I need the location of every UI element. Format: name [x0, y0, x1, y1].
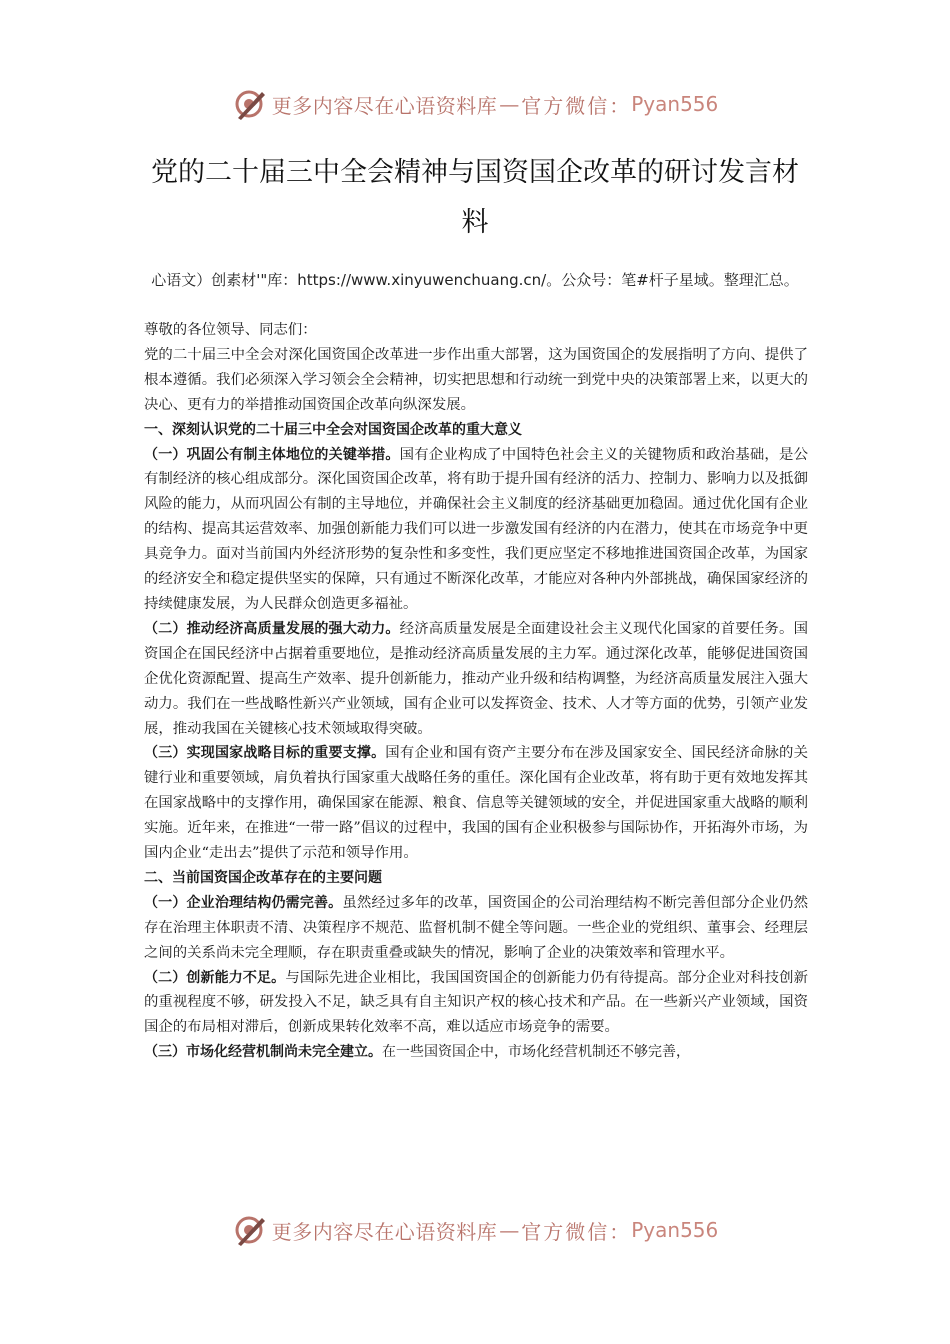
paragraph	[144, 443, 808, 617]
page-title: 党的二十届三中全会精神与国资国企改革的研讨发言材料	[151, 157, 799, 238]
source-note: 心语文）创素材'"库：https://www.xinyuwenchuang.cn/。公众号：笔#杆子星域。整理汇总。	[151, 271, 799, 289]
section-heading: 一、深刻认识党的二十届三中全会对国资国企改革的重大意义	[144, 421, 522, 438]
paragraph-text: 与国际先进企业相比，我国国资国企的创新能力仍有待提高。部分企业对科技创新的重视程度不够，研发投入不足，缺乏具有自主知识产权的核心技术和产品。在一些新兴产业领域，国资国企的布局相对滞后，创新成果转化效率不高，难以适应市场竞争的需要。	[144, 969, 808, 1036]
document-body	[144, 318, 808, 1065]
intro-paragraph: 党的二十届三中全会对深化国资国企改革进一步作出重大部署，这为国资国企的发展指明了方向、提供了根本遵循。我们必须深入学习领会全会精神，切实把思想和行动统一到党中央的决策部署上来，以更大的决心、更有力的举措推动国资国企改革向纵深发展。	[144, 346, 808, 413]
paragraph-text: 经济高质量发展是全面建设社会主义现代化国家的首要任务。国资国企在国民经济中占据着重要地位，是推动经济高质量发展的主力军。通过深化改革，能够促进国资国企优化资源配置、提高生产效率、提升创新能力，推动产业升级和结构调整，为经济高质量发展注入强大动力。我们在一些战略性新兴产业领域，国有企业可以发挥资金、技术、人才等方面的优势，引领产业发展，推动我国在关键核心技术领域取得突破。	[144, 620, 808, 737]
banner-wechat-label: 官方微信：	[521, 93, 632, 118]
greeting: 尊敬的各位领导、同志们：	[144, 322, 317, 338]
paragraph-lead: （三）市场化经营机制尚未完全建立。	[144, 1044, 382, 1061]
paragraph-text: 虽然经过多年的改革，国资国企的公司治理结构不断完善但部分企业仍然存在治理主体职责不清、决策程序不规范、监督机制不健全等问题。一些企业的党组织、董事会、经理层之间的关系尚未完全理顺，存在职责重叠或缺失的情况，影响了企业的决策效率和管理水平。	[144, 894, 808, 961]
paragraph	[144, 1040, 808, 1065]
paragraph	[144, 966, 808, 1041]
pen-logo-icon	[232, 86, 268, 122]
section-heading: 二、当前国资国企改革存在的主要问题	[144, 869, 382, 886]
paragraph-text: 在一些国资国企中，市场化经营机制还不够完善，	[382, 1044, 690, 1061]
paragraph-lead: （一）巩固公有制主体地位的关键举措。	[144, 446, 400, 463]
header-banner	[0, 84, 950, 124]
banner-wechat-id: Pyan556	[631, 1218, 719, 1242]
banner-text: 更多内容尽在心语资料库	[271, 93, 498, 118]
banner-separator: —	[499, 1218, 520, 1242]
banner-separator: —	[499, 92, 520, 116]
paragraph-lead: （二）推动经济高质量发展的强大动力。	[144, 620, 400, 637]
paragraph-text: 国有企业和国有资产主要分布在涉及国家安全、国民经济命脉的关键行业和重要领域，肩负着执行国家重大战略任务的重任。深化国有企业改革，将有助于更有效地发挥其在国家战略中的支撑作用，确保国家在能源、粮食、信息等关键领域的安全，并促进国家重大战略的顺利实施。近年来，在推进“一带一路”倡议的过程中，我国的国有企业积极参与国际协作，开拓海外市场，为国内企业“走出去”提供了示范和领导作用。	[144, 745, 808, 862]
paragraph	[144, 617, 808, 742]
banner-wechat-id: Pyan556	[631, 92, 719, 116]
paragraph-text: 国有企业构成了中国特色社会主义的关键物质和政治基础，是公有制经济的核心组成部分。深化国资国企改革，将有助于提升国有经济的活力、控制力、影响力以及抵御风险的能力，从而巩固公有制的主导地位，并确保社会主义制度的经济基础更加稳固。通过优化国有企业的结构、提高其运营效率、加强创新能力我们可以进一步激发国有经济的内在潜力，使其在市场竞争中更具竞争力。面对当前国内外经济形势的复杂性和多变性，我们更应坚定不移地推进国资国企改革，为国家的经济安全和稳定提供坚实的保障，只有通过不断深化改革，才能应对各种内外部挑战，确保国家经济的持续健康发展，为人民群众创造更多福祉。	[144, 446, 808, 612]
paragraph	[144, 891, 808, 966]
pen-logo-icon	[232, 1212, 268, 1248]
footer-banner	[0, 1210, 950, 1250]
paragraph-lead: （一）企业治理结构仍需完善。	[144, 894, 343, 911]
banner-text: 更多内容尽在心语资料库	[271, 1219, 498, 1244]
paragraph	[144, 741, 808, 866]
paragraph-lead: （三）实现国家战略目标的重要支撑。	[144, 745, 386, 762]
banner-wechat-label: 官方微信：	[521, 1219, 632, 1244]
paragraph-lead: （二）创新能力不足。	[144, 969, 286, 986]
